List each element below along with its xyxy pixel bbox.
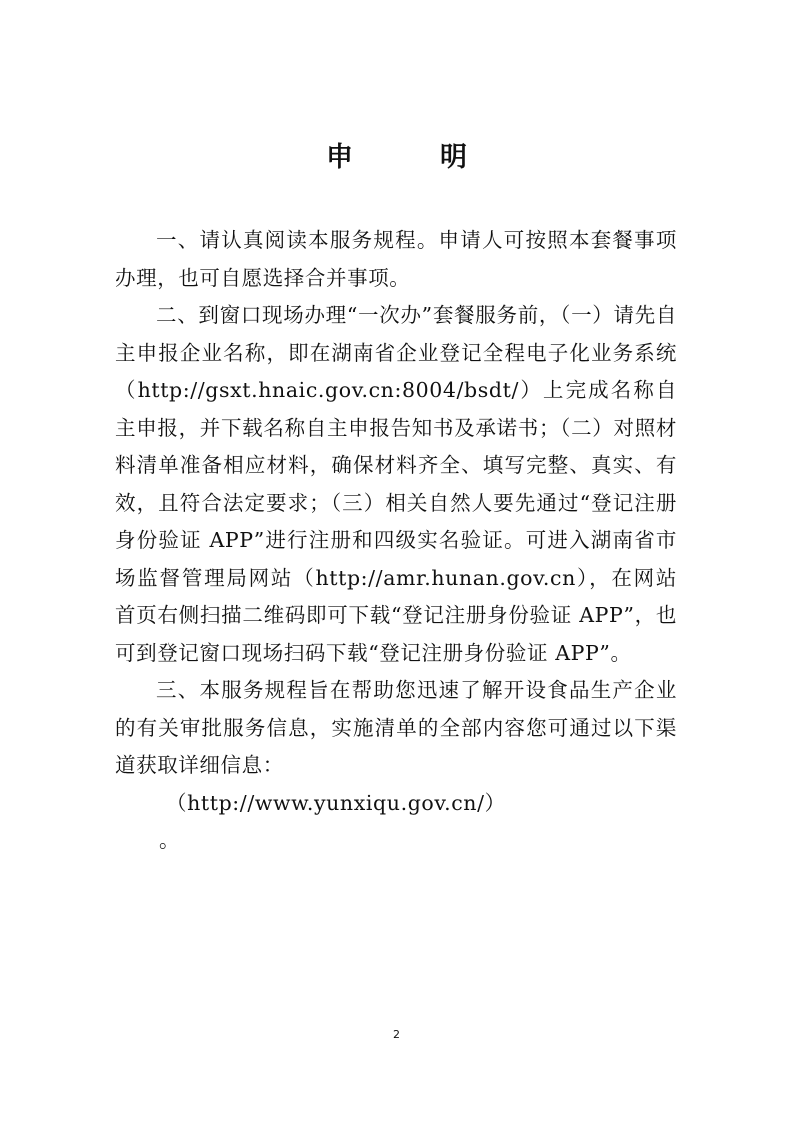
paragraph-1: 一、请认真阅读本服务规程。申请人可按照本套餐事项办理，也可自愿选择合并事项。 xyxy=(115,228,677,290)
paragraph-2: 二、到窗口现场办理“一次办”套餐服务前，（一）请先自主申报企业名称，即在湖南省企业登记全程电子化业务系统（http://gsxt.hnaic.gov.cn:8004/bsdt/）上完成名称自主申报，并下载名称自主申报告知书及承诺书；（二）对照材料清单准备相应材料，确保材料齐全、填写完整、真实、有效，且符合法定要求；（三）相关自然人要先通过“登记注册身份验证 APP”进行注册和四级实名验证。可进入湖南省市场监督管理局网站（http://amr.hunan.gov.cn），在网站首页右侧扫描二维码即可下载“登记注册身份验证 APP”，也可到登记窗口现场扫码下载“登记注册身份验证 APP”。 xyxy=(115,303,677,665)
document-body xyxy=(115,222,677,860)
page-title: 申 明 xyxy=(326,142,497,173)
paragraph-3: 三、本服务规程旨在帮助您迅速了解开设食品生产企业的有关审批服务信息，实施清单的全部内容您可通过以下渠道获取详细信息： xyxy=(115,678,677,777)
trailing-period: 。 xyxy=(159,828,180,852)
page-number: 2 xyxy=(393,1028,400,1041)
website-link-line: （http://www.yunxiqu.gov.cn/） xyxy=(166,790,506,815)
